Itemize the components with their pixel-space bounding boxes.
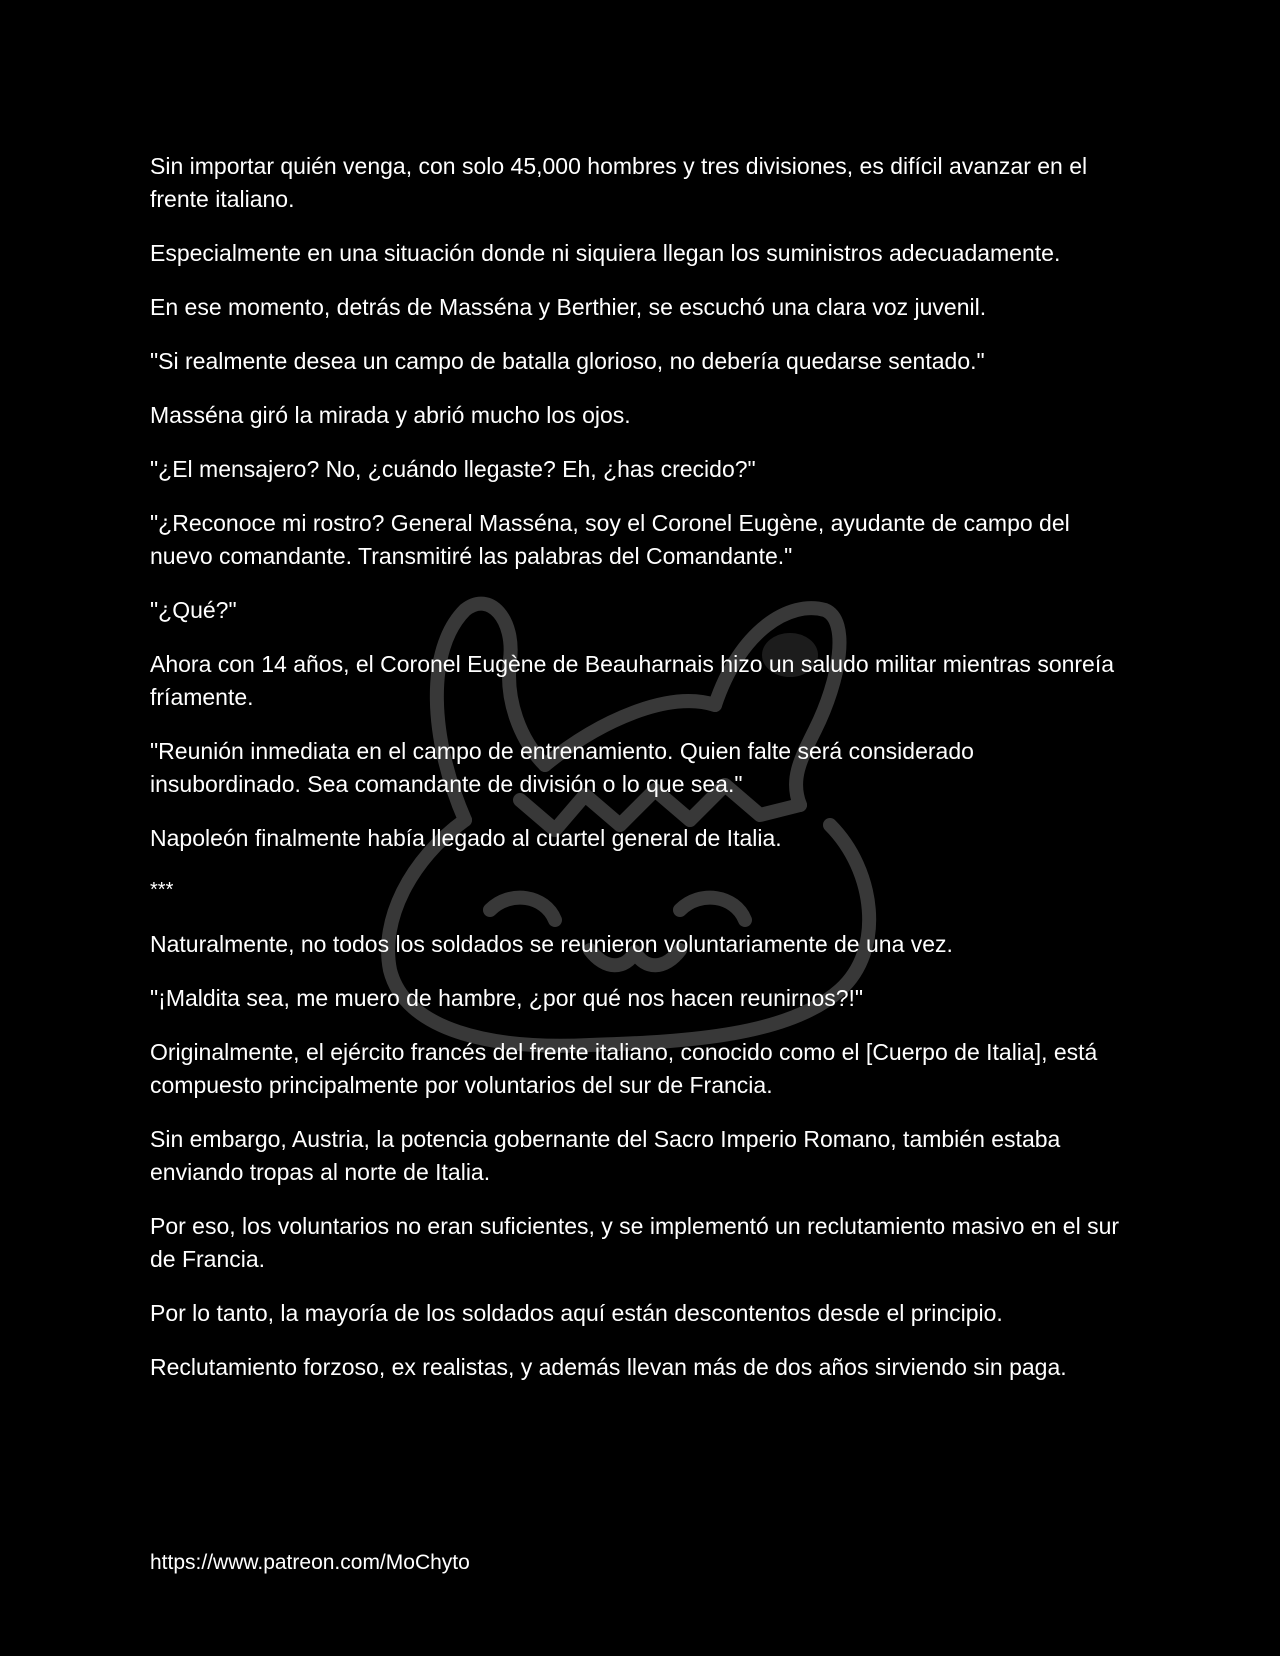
paragraph: "¿Reconoce mi rostro? General Masséna, soy el Coronel Eugène, ayudante de campo del nuevo comandante. Transmitiré las palabras del Comandante." bbox=[150, 510, 1077, 569]
paragraph: Napoleón finalmente había llegado al cuartel general de Italia. bbox=[150, 825, 782, 851]
paragraph: "¡Maldita sea, me muero de hambre, ¿por qué nos hacen reunirnos?!" bbox=[150, 985, 864, 1011]
paragraph: Por lo tanto, la mayoría de los soldados aquí están descontentos desde el principio. bbox=[150, 1300, 1003, 1326]
scene-separator: *** bbox=[150, 879, 174, 901]
paragraph: "Reunión inmediata en el campo de entrenamiento. Quien falte será considerado insubordinado. Sea comandante de división o lo que sea." bbox=[150, 738, 981, 797]
paragraph: En ese momento, detrás de Masséna y Berthier, se escuchó una clara voz juvenil. bbox=[150, 294, 987, 320]
patreon-link[interactable]: https://www.patreon.com/MoChyto bbox=[150, 1551, 470, 1574]
paragraph: "¿Qué?" bbox=[150, 597, 237, 623]
paragraph: Sin importar quién venga, con solo 45,000 hombres y tres divisiones, es difícil avanzar en el frente italiano. bbox=[150, 153, 1094, 212]
paragraph: Masséna giró la mirada y abrió mucho los ojos. bbox=[150, 402, 631, 428]
paragraph: "Si realmente desea un campo de batalla glorioso, no debería quedarse sentado." bbox=[150, 348, 985, 374]
paragraph: "¿El mensajero? No, ¿cuándo llegaste? Eh, ¿has crecido?" bbox=[150, 456, 756, 482]
paragraph: Originalmente, el ejército francés del frente italiano, conocido como el [Cuerpo de Italia], está compuesto principalmente por voluntarios del sur de Francia. bbox=[150, 1039, 1104, 1098]
paragraph: Especialmente en una situación donde ni siquiera llegan los suministros adecuadamente. bbox=[150, 240, 1061, 266]
paragraph: Ahora con 14 años, el Coronel Eugène de Beauharnais hizo un saludo militar mientras sonreía fríamente. bbox=[150, 651, 1121, 710]
paragraph: Por eso, los voluntarios no eran suficientes, y se implementó un reclutamiento masivo en el sur de Francia. bbox=[150, 1213, 1126, 1272]
document-body bbox=[150, 150, 1130, 1405]
paragraph: Reclutamiento forzoso, ex realistas, y además llevan más de dos años sirviendo sin paga. bbox=[150, 1354, 1067, 1380]
paragraph: Naturalmente, no todos los soldados se reunieron voluntariamente de una vez. bbox=[150, 931, 953, 957]
paragraph: Sin embargo, Austria, la potencia gobernante del Sacro Imperio Romano, también estaba enviando tropas al norte de Italia. bbox=[150, 1126, 1067, 1185]
